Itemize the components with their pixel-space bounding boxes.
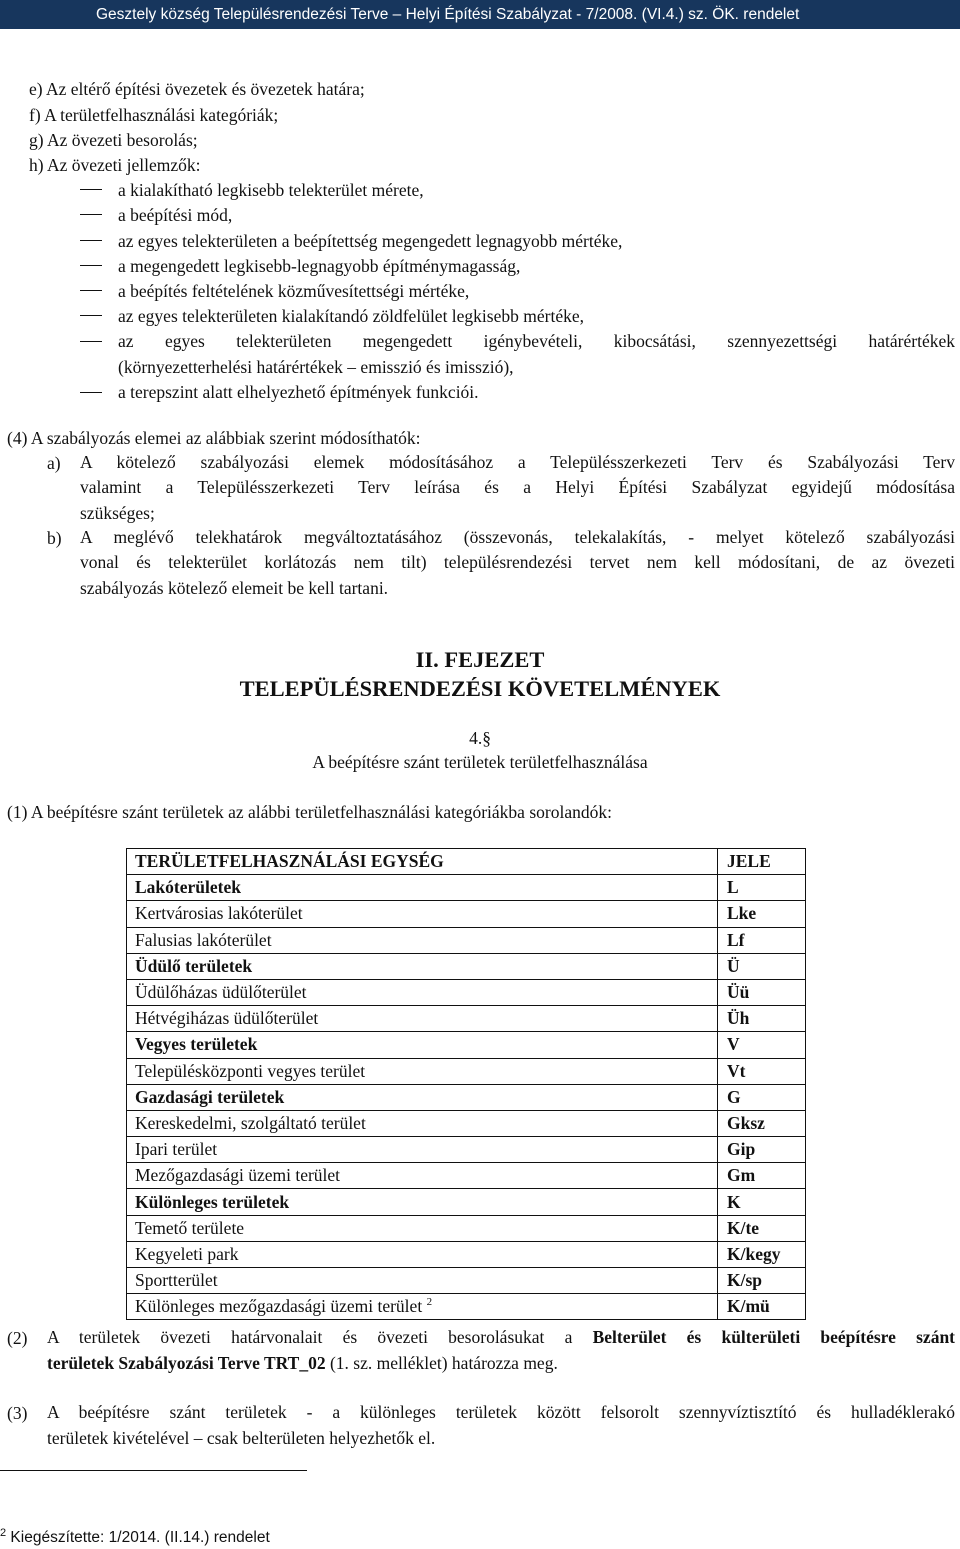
paragraph-3-line-1: A beépítésre szánt területek - a különleges területek között felsorolt szennyvíztisztító és hulladéklerakó (47, 1402, 955, 1422)
land-use-code-cell (718, 1137, 806, 1163)
paragraph-4a-line: A kötelező szabályozási elemek módosításához a Településszerkezeti Terv és Szabályozási Terv (80, 452, 955, 472)
land-use-name: Kegyeleti park (135, 1243, 239, 1264)
land-use-code-cell (718, 1215, 806, 1241)
document-header (0, 0, 960, 29)
table-row (127, 1032, 806, 1058)
land-use-code-cell (718, 979, 806, 1005)
dash-bullet (80, 315, 102, 316)
footnote-mark: 2 (0, 1526, 7, 1539)
paragraph-4-intro: (4) A szabályozás elemei az alábbiak szerint módosíthatók: (7, 428, 421, 448)
dash-item: a megengedett legkisebb-legnagyobb építménymagasság, (118, 256, 521, 276)
land-use-name: Üdülőházas üdülőterület (135, 982, 307, 1003)
land-use-code: K/mü (727, 1296, 770, 1317)
paragraph-4a-line: valamint a Településszerkezeti Terv leírása és a Helyi Építési Szabályzat egyidejű módosítása (80, 477, 955, 497)
paragraph-2-line-1: A területek övezeti határvonalait és övezeti besorolásukat a Belterület és külterületi beépítésre szánt (47, 1327, 956, 1347)
table-row (127, 927, 806, 953)
paragraph-1: (1) A beépítésre szánt területek az alábbi területfelhasználási kategóriákba sorolandók: (7, 802, 612, 822)
land-use-code-cell (718, 1006, 806, 1032)
land-use-name: Temető területe (135, 1217, 245, 1238)
dash-item: az egyes telekterületen megengedett igénybevételi, kibocsátási, szennyezettségi határértékek (118, 331, 955, 351)
land-use-name-cell (127, 1058, 718, 1084)
land-use-name: Sportterület (135, 1270, 218, 1291)
land-use-name: Gazdasági területek (135, 1086, 285, 1107)
land-use-name: Hétvégiházas üdülőterület (135, 1008, 319, 1029)
land-use-code-cell (718, 875, 806, 901)
land-use-code-cell (718, 1268, 806, 1294)
paragraph-2-line-2: területek Szabályozási Terve TRT_02 (1. sz. melléklet) határozza meg. (47, 1353, 558, 1373)
land-use-name-cell (127, 1163, 718, 1189)
dash-item-continuation: (környezetterhelési határértékek – emisszió és imisszió), (118, 357, 514, 377)
land-use-code-cell (718, 1084, 806, 1110)
footnote-separator (0, 1470, 307, 1471)
table-row (127, 1241, 806, 1267)
dash-item: a beépítési mód, (118, 205, 233, 225)
land-use-name: Lakóterületek (135, 877, 241, 898)
land-use-code: V (727, 1034, 740, 1055)
land-use-code: Üü (727, 982, 750, 1003)
table-header-code: JELE (718, 849, 806, 875)
land-use-code-cell (718, 927, 806, 953)
paragraph-2-label: (2) (7, 1328, 28, 1348)
land-use-name-cell (127, 979, 718, 1005)
land-use-name: Ipari terület (135, 1139, 218, 1160)
land-use-name: Üdülő területek (135, 955, 253, 976)
chapter-number: II. FEJEZET (415, 647, 545, 672)
list-item-e: e) Az eltérő építési övezetek és övezetek határa; (29, 79, 365, 99)
paragraph-4a-line: szükséges; (80, 503, 155, 523)
dash-bullet (80, 265, 102, 266)
land-use-code-cell (718, 1032, 806, 1058)
land-use-name-cell (127, 1189, 718, 1215)
dash-item: a beépítés feltételének közművesítettségi mértéke, (118, 281, 470, 301)
land-use-name-cell (127, 927, 718, 953)
land-use-name-cell (127, 1268, 718, 1294)
table-row (127, 875, 806, 901)
table-row (127, 953, 806, 979)
land-use-code-cell (718, 1241, 806, 1267)
land-use-name-cell (127, 1241, 718, 1267)
dash-bullet (80, 189, 102, 190)
land-use-code: G (727, 1086, 741, 1107)
land-use-name: Vegyes területek (135, 1034, 258, 1055)
land-use-name-cell (127, 1215, 718, 1241)
land-use-name-cell (127, 901, 718, 927)
dash-item: a terepszint alatt elhelyezhető építmények funkciói. (118, 382, 479, 402)
section-title: A beépítésre szánt területek területfelhasználása (312, 752, 648, 772)
dash-bullet (80, 240, 102, 241)
dash-bullet (80, 341, 102, 342)
land-use-name: Falusias lakóterület (135, 929, 272, 950)
land-use-code-cell (718, 1189, 806, 1215)
land-use-name: Mezőgazdasági üzemi terület (135, 1165, 341, 1186)
land-use-name-cell (127, 1137, 718, 1163)
list-item-g: g) Az övezeti besorolás; (29, 130, 198, 150)
table-row (127, 1215, 806, 1241)
header-title: Gesztely község Településrendezési Terve – Helyi Építési Szabályzat - 7/2008. (VI.4.) sz. ÖK. rendelet (96, 6, 800, 23)
land-use-code: K (727, 1191, 741, 1212)
paragraph-3-label: (3) (7, 1403, 28, 1423)
land-use-name-cell (127, 1294, 718, 1320)
paragraph-4b-label: b) (47, 528, 62, 548)
dash-item: a kialakítható legkisebb telekterület mérete, (118, 180, 424, 200)
land-use-code: Gksz (727, 1112, 765, 1133)
land-use-name-cell (127, 875, 718, 901)
table-row (127, 1189, 806, 1215)
land-use-code-cell (718, 1163, 806, 1189)
table-row (127, 1137, 806, 1163)
table-row (127, 1006, 806, 1032)
land-use-name-cell (127, 1084, 718, 1110)
table-row (127, 1163, 806, 1189)
table-row (127, 1268, 806, 1294)
list-item-f: f) A területfelhasználási kategóriák; (29, 105, 279, 125)
land-use-code: K/kegy (727, 1243, 781, 1264)
land-use-name-cell (127, 1006, 718, 1032)
land-use-code: K/te (727, 1217, 760, 1238)
paragraph-3-line-2: területek kivételével – csak belterületen helyezhetők el. (47, 1428, 436, 1448)
land-use-name: Településközponti vegyes terület (135, 1060, 366, 1081)
land-use-code: Gip (727, 1139, 756, 1160)
table-row (127, 1110, 806, 1136)
dash-bullet (80, 214, 102, 215)
land-use-code: Ü (727, 955, 740, 976)
land-use-table (126, 848, 806, 1320)
land-use-name: Különleges mezőgazdasági üzemi terület (135, 1296, 423, 1317)
land-use-name-cell (127, 1032, 718, 1058)
land-use-code: Gm (727, 1165, 756, 1186)
land-use-code-cell (718, 901, 806, 927)
table-header-name: TERÜLETFELHASZNÁLÁSI EGYSÉG (127, 849, 718, 875)
table-row (127, 979, 806, 1005)
list-item-h: h) Az övezeti jellemzők: (29, 155, 201, 175)
land-use-code: Lf (727, 929, 745, 950)
land-use-code-cell (718, 1110, 806, 1136)
paragraph-4b-line: A meglévő telekhatárok megváltoztatásához (összevonás, telekalakítás, - melyet kötelező szabályozási (80, 527, 955, 547)
footnote (0, 1528, 270, 1548)
land-use-code-cell (718, 953, 806, 979)
land-use-code: Üh (727, 1008, 750, 1029)
table-row (127, 1058, 806, 1084)
section-number: 4.§ (469, 728, 491, 748)
land-use-name: Kertvárosias lakóterület (135, 903, 303, 924)
table-header-row (127, 849, 806, 875)
land-use-name-cell (127, 1110, 718, 1136)
table-row (127, 1294, 806, 1320)
land-use-name: Különleges területek (135, 1191, 290, 1212)
footnote-text: Kiegészítette: 1/2014. (II.14.) rendelet (6, 1529, 270, 1546)
land-use-code: Vt (727, 1060, 746, 1081)
paragraph-4b-line: szabályozás kötelező elemeit be kell tartani. (80, 578, 389, 598)
land-use-name-cell (127, 953, 718, 979)
table-row (127, 901, 806, 927)
land-use-code: L (727, 877, 739, 898)
land-use-code: K/sp (727, 1270, 763, 1291)
land-use-code: Lke (727, 903, 757, 924)
chapter-title: TELEPÜLÉSRENDEZÉSI KÖVETELMÉNYEK (239, 676, 721, 701)
dash-bullet (80, 392, 102, 393)
land-use-name: Kereskedelmi, szolgáltató terület (135, 1112, 366, 1133)
land-use-code-cell (718, 1294, 806, 1320)
dash-item: az egyes telekterületen kialakítandó zöldfelület legkisebb mértéke, (118, 306, 584, 326)
footnote-reference: 2 (426, 1296, 433, 1309)
table-row (127, 1084, 806, 1110)
dash-bullet (80, 290, 102, 291)
dash-item: az egyes telekterületen a beépítettség megengedett legnagyobb mértéke, (118, 231, 623, 251)
paragraph-4b-line: vonal és telekterület korlátozás nem tilt) településrendezési tervet nem kell módosítani, de az övezeti (80, 552, 955, 572)
paragraph-4a-label: a) (47, 453, 61, 473)
land-use-code-cell (718, 1058, 806, 1084)
